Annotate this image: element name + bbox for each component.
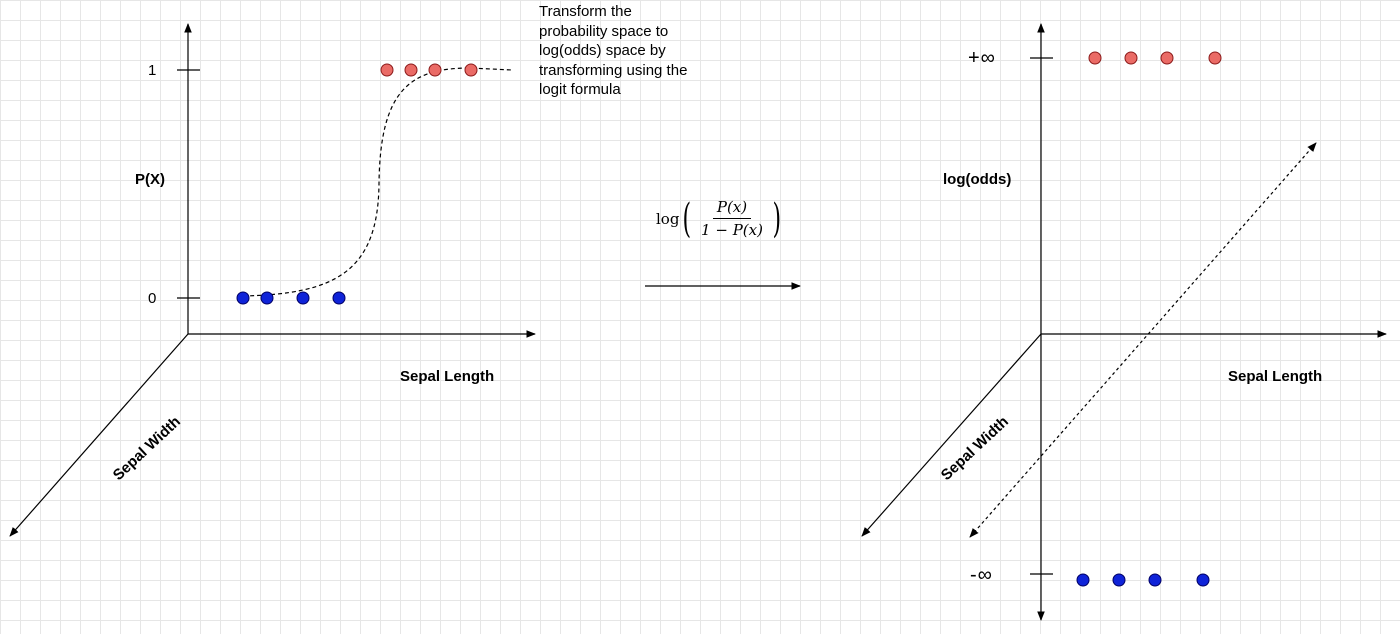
right-point-class-zero [1113,574,1125,586]
logit-formula [656,195,785,242]
right-z-axis-label: Sepal Width [937,413,1012,484]
left-panel [10,24,535,536]
left-point-class-one [429,64,441,76]
right-tick-pos-inf-label: +∞ [968,47,996,69]
left-class-one-points [381,64,477,76]
left-point-class-zero [297,292,309,304]
right-point-class-one [1161,52,1173,64]
left-x-axis-label: Sepal Length [400,368,495,385]
left-point-class-zero [237,292,249,304]
left-z-axis-label: Sepal Width [109,413,184,484]
right-z-axis [862,334,1041,536]
logit-decision-line [970,143,1316,537]
formula-fraction [697,198,767,239]
right-point-class-zero [1197,574,1209,586]
left-y-axis-label: P(X) [135,171,165,188]
right-point-class-one [1209,52,1221,64]
left-point-class-zero [333,292,345,304]
formula-right-paren: ) [772,195,782,242]
right-y-axis-label: log(odds) [943,171,1012,188]
right-point-class-zero [1077,574,1089,586]
right-class-one-points [1089,52,1221,64]
right-x-axis-label: Sepal Length [1228,368,1323,385]
right-point-class-one [1125,52,1137,64]
sigmoid-curve [243,68,512,296]
right-tick-neg-inf-label: -∞ [970,564,993,586]
left-point-class-one [465,64,477,76]
left-point-class-one [405,64,417,76]
right-class-zero-points [1077,574,1209,586]
formula-denominator: 1 − P(x) [701,221,763,239]
left-point-class-zero [261,292,273,304]
left-point-class-one [381,64,393,76]
formula-numerator: P(x) [713,198,751,219]
left-tick-one-label: 1 [148,62,157,79]
right-point-class-one [1089,52,1101,64]
formula-log: log [656,209,680,228]
transform-annotation: Transform the probability space to log(odds) space by transforming using the logit formula [539,3,688,98]
formula-left-paren: ( [682,195,692,242]
right-point-class-zero [1149,574,1161,586]
left-class-zero-points [237,292,345,304]
left-tick-zero-label: 0 [148,290,157,307]
right-panel [862,24,1386,620]
